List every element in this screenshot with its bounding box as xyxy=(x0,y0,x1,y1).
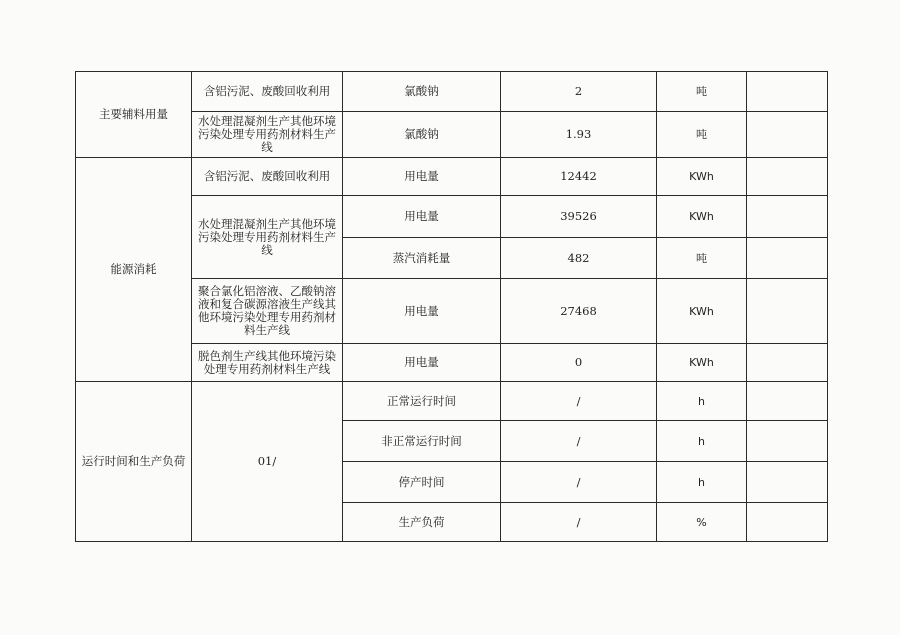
name-cell: 停产时间 xyxy=(343,462,501,503)
unit-cell: 吨 xyxy=(657,238,747,279)
table-row xyxy=(76,158,828,196)
unit-cell: h xyxy=(657,462,747,503)
remark-cell xyxy=(747,72,828,112)
unit-cell: h xyxy=(657,421,747,462)
name-cell: 用电量 xyxy=(343,196,501,238)
value-cell: / xyxy=(501,503,657,542)
remark-cell xyxy=(747,238,828,279)
table-row xyxy=(76,72,828,112)
remark-cell xyxy=(747,462,828,503)
name-cell: 正常运行时间 xyxy=(343,382,501,421)
unit-cell: 吨 xyxy=(657,112,747,158)
remark-cell xyxy=(747,279,828,344)
name-cell: 用电量 xyxy=(343,279,501,344)
name-cell: 用电量 xyxy=(343,158,501,196)
item-cell: 脱色剂生产线其他环境污染处理专用药剂材料生产线 xyxy=(192,344,343,382)
name-cell: 蒸汽消耗量 xyxy=(343,238,501,279)
value-cell: 482 xyxy=(501,238,657,279)
remark-cell xyxy=(747,158,828,196)
item-cell: 聚合氯化铝溶液、乙酸钠溶液和复合碳源溶液生产线其他环境污染处理专用药剂材料生产线 xyxy=(192,279,343,344)
name-cell: 用电量 xyxy=(343,344,501,382)
remark-cell xyxy=(747,344,828,382)
remark-cell xyxy=(747,382,828,421)
remark-cell xyxy=(747,112,828,158)
name-cell: 氯酸钠 xyxy=(343,72,501,112)
unit-cell: KWh xyxy=(657,196,747,238)
resource-consumption-table xyxy=(75,71,828,542)
remark-cell xyxy=(747,503,828,542)
value-cell: / xyxy=(501,382,657,421)
category-cell: 能源消耗 xyxy=(76,158,192,382)
unit-cell: KWh xyxy=(657,344,747,382)
value-cell: 2 xyxy=(501,72,657,112)
unit-cell: KWh xyxy=(657,279,747,344)
remark-cell xyxy=(747,421,828,462)
name-cell: 生产负荷 xyxy=(343,503,501,542)
value-cell: 1.93 xyxy=(501,112,657,158)
unit-cell: h xyxy=(657,382,747,421)
item-cell: 01/ xyxy=(192,382,343,542)
value-cell: / xyxy=(501,421,657,462)
name-cell: 非正常运行时间 xyxy=(343,421,501,462)
value-cell: / xyxy=(501,462,657,503)
value-cell: 0 xyxy=(501,344,657,382)
category-cell: 运行时间和生产负荷 xyxy=(76,382,192,542)
item-cell: 含铝污泥、废酸回收利用 xyxy=(192,158,343,196)
item-cell: 水处理混凝剂生产其他环境污染处理专用药剂材料生产线 xyxy=(192,112,343,158)
table-row xyxy=(76,382,828,421)
category-cell: 主要辅料用量 xyxy=(76,72,192,158)
value-cell: 39526 xyxy=(501,196,657,238)
unit-cell: 吨 xyxy=(657,72,747,112)
remark-cell xyxy=(747,196,828,238)
item-cell: 水处理混凝剂生产其他环境污染处理专用药剂材料生产线 xyxy=(192,196,343,279)
unit-cell: KWh xyxy=(657,158,747,196)
item-cell: 含铝污泥、废酸回收利用 xyxy=(192,72,343,112)
name-cell: 氯酸钠 xyxy=(343,112,501,158)
value-cell: 12442 xyxy=(501,158,657,196)
value-cell: 27468 xyxy=(501,279,657,344)
unit-cell: % xyxy=(657,503,747,542)
